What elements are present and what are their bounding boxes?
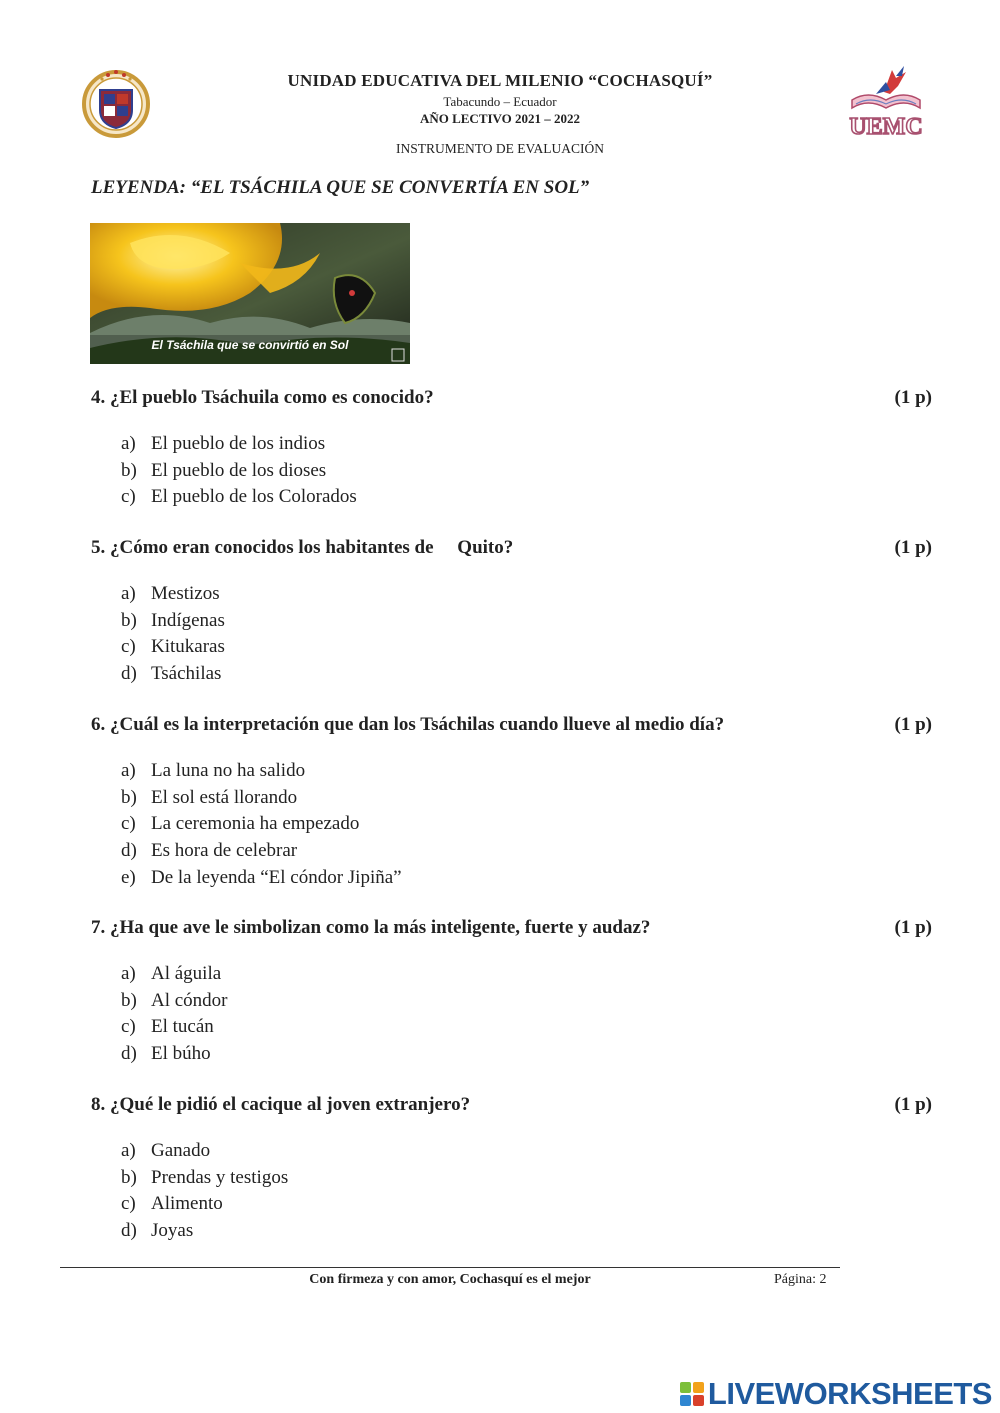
- option-text: El tucán: [151, 1016, 214, 1038]
- option-letter: c): [121, 813, 136, 835]
- answer-option[interactable]: [121, 1140, 210, 1162]
- option-text: Prendas y testigos: [151, 1166, 289, 1188]
- option-text: El pueblo de los dioses: [151, 459, 327, 481]
- option-text: Tsáchilas: [151, 663, 222, 685]
- liveworksheets-logo-icon: [679, 1381, 705, 1407]
- option-text: El pueblo de los Colorados: [151, 486, 357, 508]
- option-letter: b): [121, 1166, 137, 1188]
- option-text: Ganado: [151, 1140, 211, 1161]
- answer-option[interactable]: [121, 1167, 288, 1189]
- option-text: La luna no ha salido: [151, 760, 306, 781]
- answer-option[interactable]: [121, 433, 325, 455]
- option-letter: a): [121, 1140, 136, 1161]
- option-letter: b): [121, 609, 137, 631]
- option-text: El sol está llorando: [151, 786, 298, 808]
- question-points: (1 p): [894, 714, 932, 735]
- answer-option[interactable]: [121, 610, 225, 632]
- option-text: Es hora de celebrar: [151, 840, 298, 862]
- option-letter: b): [121, 459, 137, 481]
- option-text: Al águila: [151, 963, 222, 984]
- question-points: (1 p): [894, 537, 932, 558]
- illustration-caption: El Tsáchila que se convirtió en Sol: [151, 338, 349, 352]
- liveworksheets-brand[interactable]: [679, 1376, 992, 1412]
- answer-option[interactable]: [121, 963, 221, 985]
- option-letter: a): [121, 760, 136, 781]
- option-letter: b): [121, 989, 137, 1011]
- answer-option[interactable]: [121, 1016, 214, 1038]
- option-text: El búho: [151, 1043, 211, 1065]
- answer-option[interactable]: [121, 486, 357, 508]
- option-text: Indígenas: [151, 609, 225, 631]
- option-letter: c): [121, 486, 136, 508]
- answer-option[interactable]: [121, 760, 305, 782]
- option-letter: d): [121, 1043, 137, 1065]
- legend-illustration: [90, 223, 410, 364]
- option-letter: d): [121, 840, 137, 862]
- option-letter: b): [121, 786, 137, 808]
- answer-option[interactable]: [121, 840, 297, 862]
- school-location: Tabacundo – Ecuador: [443, 94, 557, 109]
- option-text: El pueblo de los indios: [151, 433, 326, 454]
- option-letter: d): [121, 1220, 137, 1242]
- option-text: Joyas: [151, 1220, 194, 1242]
- footer-motto: Con firmeza y con amor, Cochasquí es el mejor: [309, 1272, 591, 1287]
- question-text: 7. ¿Ha que ave le simbolizan como la más inteligente, fuerte y audaz?: [91, 917, 651, 938]
- answer-option[interactable]: [121, 583, 220, 605]
- page-number: Página: 2: [774, 1272, 827, 1287]
- option-letter: a): [121, 963, 136, 984]
- answer-option[interactable]: [121, 636, 225, 658]
- question-text: 8. ¿Qué le pidió el cacique al joven extranjero?: [91, 1094, 471, 1115]
- answer-option[interactable]: [121, 663, 221, 685]
- question-points: (1 p): [894, 917, 932, 938]
- answer-option[interactable]: [121, 867, 402, 889]
- answer-option[interactable]: [121, 1043, 211, 1065]
- option-letter: d): [121, 663, 137, 685]
- answer-option[interactable]: [121, 990, 228, 1012]
- document-type: INSTRUMENTO DE EVALUACIÓN: [396, 141, 604, 156]
- option-text: La ceremonia ha empezado: [151, 813, 360, 835]
- question-text: 6. ¿Cuál es la interpretación que dan los Tsáchilas cuando llueve al medio día?: [91, 714, 725, 735]
- answer-option[interactable]: [121, 1193, 223, 1215]
- option-text: De la leyenda “El cóndor Jipiña”: [151, 866, 402, 888]
- option-letter: c): [121, 636, 136, 658]
- brand-name: LIVEWORKSHEETS: [707, 1376, 992, 1411]
- answer-option[interactable]: [121, 1220, 193, 1242]
- answer-option[interactable]: [121, 813, 359, 835]
- question-text: 4. ¿El pueblo Tsáchuila como es conocido?: [91, 387, 434, 408]
- uemc-logo-text: UEMC: [849, 114, 923, 140]
- school-year: AÑO LECTIVO 2021 – 2022: [419, 111, 581, 126]
- option-letter: a): [121, 583, 136, 604]
- option-text: Alimento: [151, 1193, 223, 1215]
- option-text: Kitukaras: [151, 636, 225, 658]
- option-text: Al cóndor: [151, 989, 228, 1011]
- question-points: (1 p): [894, 1094, 932, 1115]
- footer-divider: [60, 1267, 840, 1268]
- option-letter: e): [121, 866, 136, 888]
- question-text: 5. ¿Cómo eran conocidos los habitantes de Quito?: [91, 537, 514, 558]
- option-letter: c): [121, 1016, 136, 1038]
- option-text: Mestizos: [151, 583, 220, 604]
- question-points: (1 p): [894, 387, 932, 408]
- answer-option[interactable]: [121, 787, 297, 809]
- legend-title: LEYENDA: “EL TSÁCHILA QUE SE CONVERTÍA EN SOL”: [91, 177, 590, 198]
- option-letter: a): [121, 433, 136, 454]
- answer-option[interactable]: [121, 460, 326, 482]
- option-letter: c): [121, 1193, 136, 1215]
- school-name: UNIDAD EDUCATIVA DEL MILENIO “COCHASQUÍ”: [287, 71, 713, 90]
